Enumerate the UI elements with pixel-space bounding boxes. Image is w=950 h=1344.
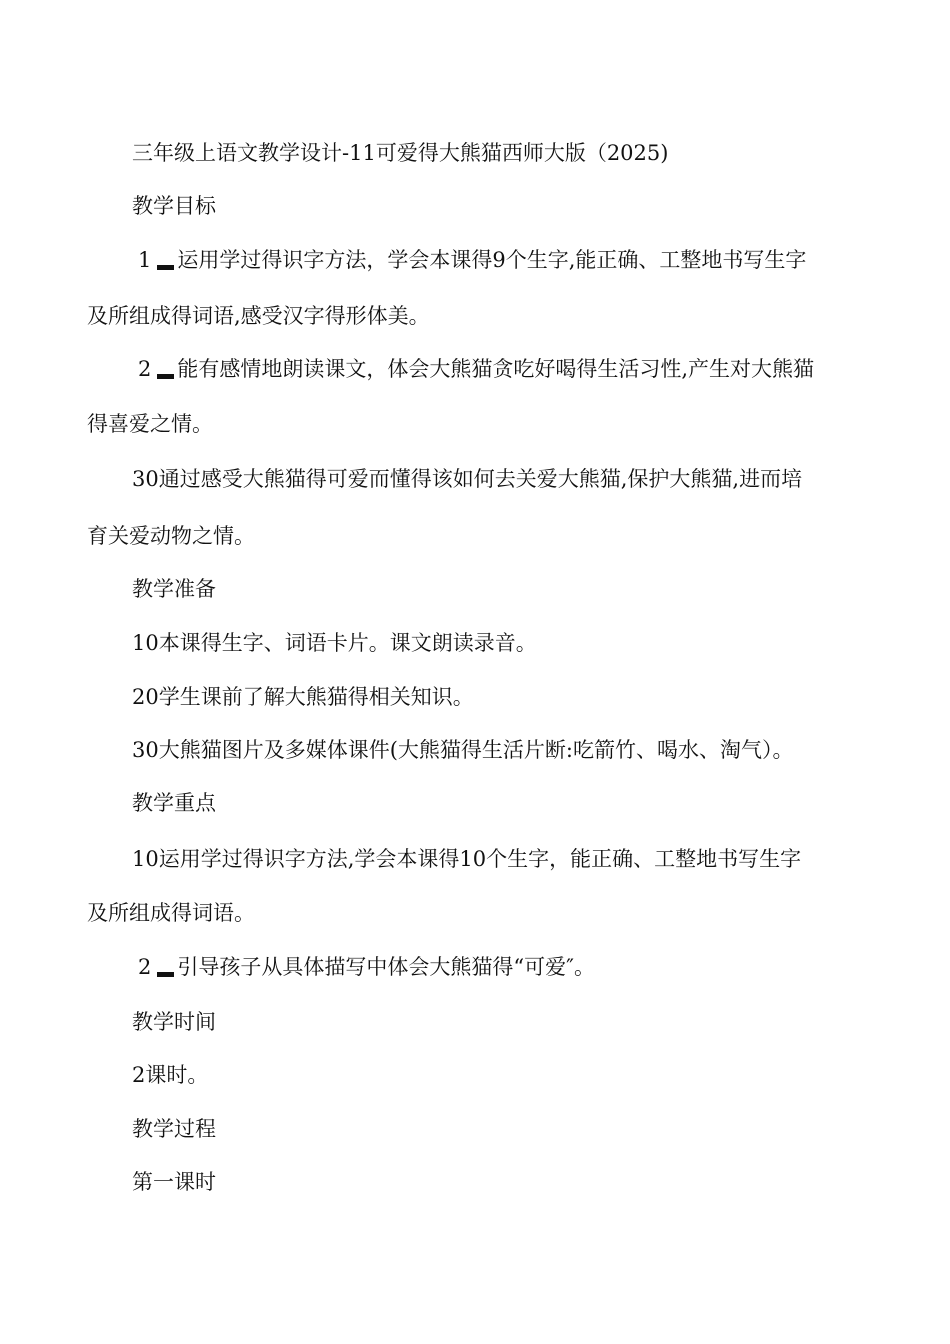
goal-3-second-line: 育关爱动物之情。 [87, 524, 255, 548]
section-heading-preparation: 教学准备 [132, 577, 216, 601]
goal-2-number: 2 [138, 357, 152, 381]
key-point-2 [138, 953, 595, 981]
goal-1-number: 1 [138, 248, 152, 272]
list-marker-icon [157, 265, 174, 270]
prep-item-3: 30大熊猫图片及多媒体课件(大熊猫得生活片断:吃箭竹、喝水、淘气）。 [132, 738, 794, 762]
prep-item-2: 20学生课前了解大熊猫得相关知识。 [132, 685, 474, 709]
key-point-1-second-line: 及所组成得词语。 [87, 901, 255, 925]
lesson-heading: 第一课时 [132, 1170, 216, 1194]
goal-1-second-line: 及所组成得词语,感受汉字得形体美。 [87, 304, 430, 328]
goal-1-text: 运用学过得识字方法，学会本课得9个生字,能正确、工整地书写生字 [177, 248, 807, 272]
goal-2-text: 能有感情地朗读课文，体会大熊猫贪吃好喝得生活习性,产生对大熊猫 [177, 357, 815, 381]
key-point-2-text: 引导孩子从具体描写中体会大熊猫得“可爱″。 [177, 955, 595, 979]
list-marker-icon [157, 972, 174, 977]
section-heading-goals: 教学目标 [132, 194, 216, 218]
document-title: 三年级上语文教学设计-11可爱得大熊猫西师大版（2025) [132, 141, 669, 165]
goal-3-first-line: 30通过感受大熊猫得可爱而懂得该如何去关爱大熊猫,保护大熊猫,进而培 [132, 467, 803, 491]
time-value: 2课时。 [132, 1063, 209, 1087]
goal-2-first-line [138, 355, 814, 383]
key-point-2-number: 2 [138, 955, 152, 979]
section-heading-process: 教学过程 [132, 1117, 216, 1141]
goal-1-first-line [138, 246, 806, 274]
key-point-1-first-line: 10运用学过得识字方法,学会本课得10个生字，能正确、工整地书写生字 [132, 847, 802, 871]
section-heading-time: 教学时间 [132, 1010, 216, 1034]
section-heading-key-points: 教学重点 [132, 791, 216, 815]
list-marker-icon [157, 374, 174, 379]
goal-2-second-line: 得喜爱之情。 [87, 412, 213, 436]
prep-item-1: 10本课得生字、词语卡片。课文朗读录音。 [132, 631, 537, 655]
